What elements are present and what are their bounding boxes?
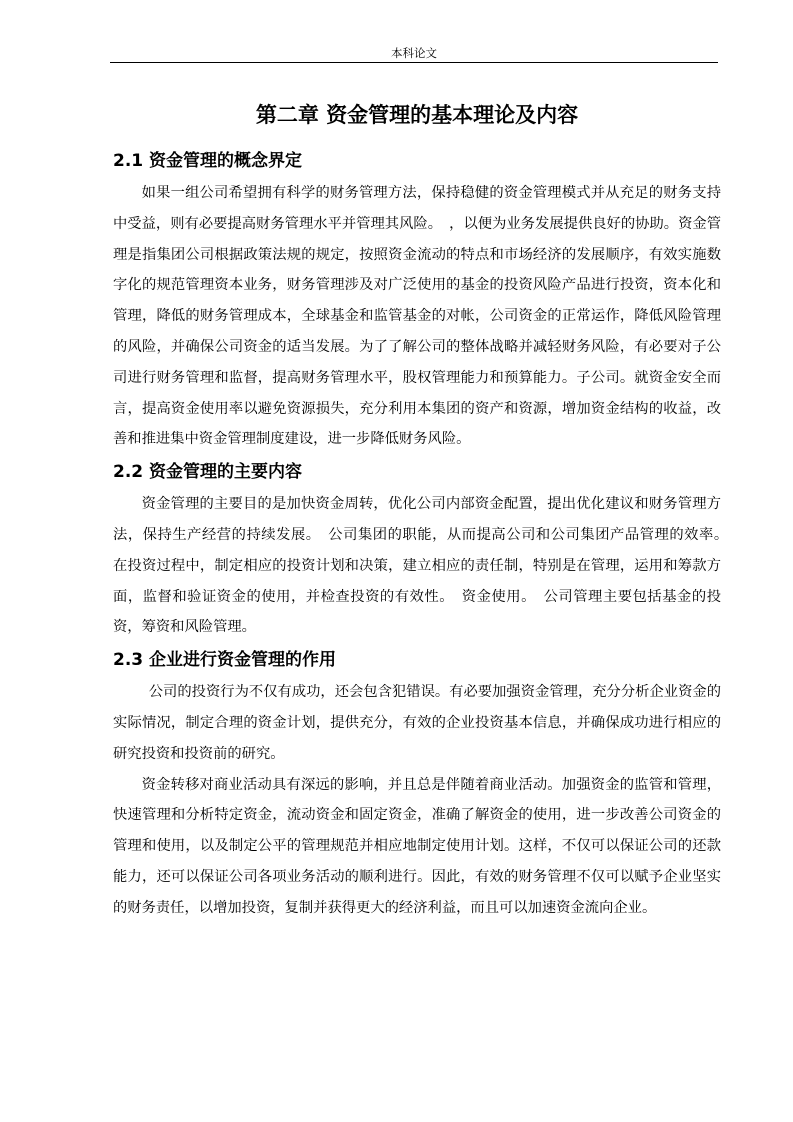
section-2-3-paragraph-2: 资金转移对商业活动具有深远的影响，并且总是伴随着商业活动。加强资金的监管和管理，快速管理和分析特定资金，流动资金和固定资金，准确了解资金的使用，进一步改善公司资金的管理和使用，以及制定公平的管理规范并相应地制定使用计划。这样，不仅可以保证公司的还款能力，还可以保证公司各项业务活动的顺利进行。因此，有效的财务管理不仅可以赋予企业坚实的财务责任，以增加投资，复制并获得更大的经济利益，而且可以加速资金流向企业。 xyxy=(113,776,721,916)
page-content xyxy=(113,98,736,924)
header-divider xyxy=(110,62,718,63)
section-heading-2-3: 2.3 企业进行资金管理的作用 xyxy=(113,650,337,671)
section-heading-2-2: 2.2 资金管理的主要内容 xyxy=(113,462,303,483)
section-2-1-paragraph: 如果一组公司希望拥有科学的财务管理方法，保持稳健的资金管理模式并从充足的财务支持中受益，则有必要提高财务管理水平并管理其风险。 ，以便为业务发展提供良好的协助。资金管理是指集团公司根据政策法规的规定，按照资金流动的特点和市场经济的发展顺序，有效实施数字化的规范管理资本业务，财务管理涉及对广泛使用的基金的投资风险产品进行投资，资本化和管理，降低的财务管理成本，全球基金和监管基金的对帐，公司资金的正常运作，降低风险管理的风险，并确保公司资金的适当发展。为了了解公司的整体战略并减轻财务风险，有必要对子公司进行财务管理和监督，提高财务管理水平，股权管理能力和预算能力。子公司。就资金安全而言，提高资金使用率以避免资源损失，充分利用本集团的资产和资源，增加资金结构的收益，改善和推进集中资金管理制度建设，进一步降低财务风险。 xyxy=(113,185,721,448)
section-2-3-paragraph-1: 公司的投资行为不仅有成功，还会包含犯错误。有必要加强资金管理，充分分析企业资金的实际情况，制定合理的资金计划，提供充分，有效的企业投资基本信息，并确保成功进行相应的研究投资和投资前的研究。 xyxy=(113,684,721,762)
page-header: 本科论文 xyxy=(391,46,437,60)
section-heading-2-1: 2.1 资金管理的概念界定 xyxy=(113,151,303,171)
chapter-title: 第二章 资金管理的基本理论及内容 xyxy=(255,103,579,127)
section-2-2-paragraph: 资金管理的主要目的是加快资金周转，优化公司内部资金配置，提出优化建议和财务管理方法，保持生产经营的持续发展。 公司集团的职能，从而提高公司和公司集团产品管理的效率。 在投资过程中，制定相应的投资计划和决策，建立相应的责任制，特别是在管理，运用和筹款方面，监督和验证资金的使用，并检查投资的有效性。 资金使用。 公司管理主要包括基金的投资，筹资和风险管理。 xyxy=(113,496,736,636)
